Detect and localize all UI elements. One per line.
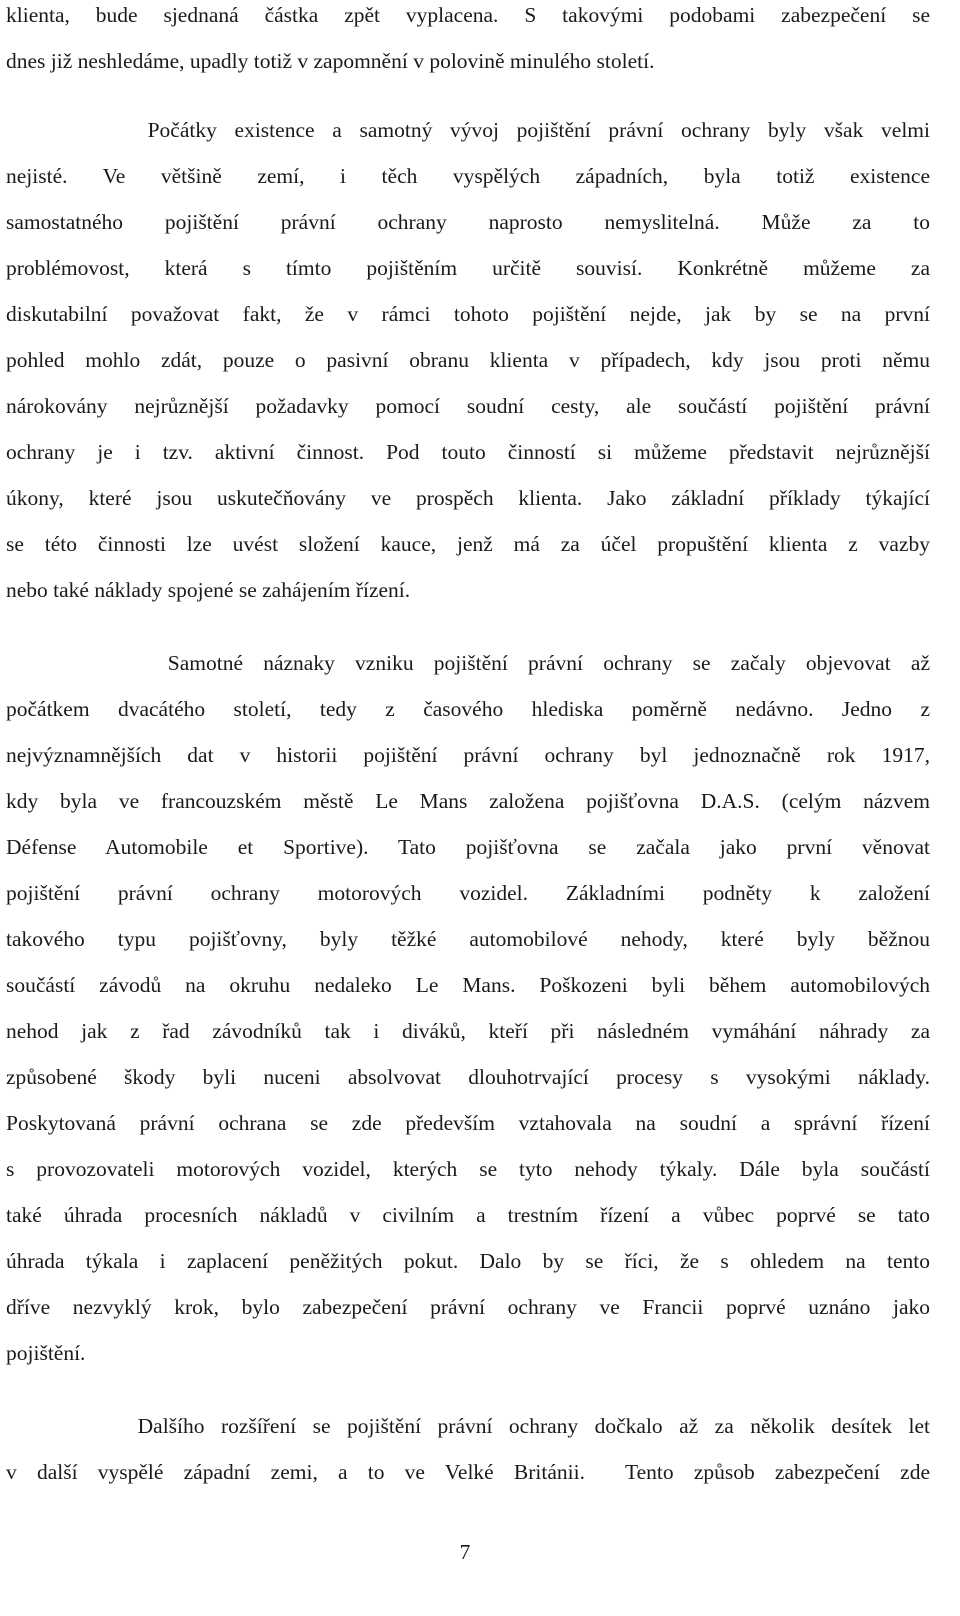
text-line: Poskytovaná právní ochrana se zde především vztahovala na soudní a správní řízení (6, 1111, 930, 1135)
text-line: diskutabilní považovat fakt, že v rámci tohoto pojištění nejde, jak by se na první (6, 302, 930, 326)
text-line: pojištění právní ochrany motorových vozidel. Základními podněty k založení (6, 881, 930, 905)
text-line: Samotné náznaky vzniku pojištění právní ochrany se začaly objevovat až (6, 651, 930, 675)
page-number: 7 (459, 1540, 471, 1564)
text-line: nebo také náklady spojené se zahájením řízení. (6, 578, 411, 602)
text-line: nejisté. Ve většině zemí, i těch vyspělých západních, byla totiž existence (6, 164, 930, 188)
text-line: v další vyspělé západní zemi, a to ve Velké Británii. Tento způsob zabezpečení zde (6, 1460, 930, 1484)
text-line: takového typu pojišťovny, byly těžké automobilové nehody, které byly běžnou (6, 927, 930, 951)
text-line: nárokovány nejrůznější požadavky pomocí soudní cesty, ale součástí pojištění právní (6, 394, 930, 418)
text-line: pohled mohlo zdát, pouze o pasivní obranu klienta v případech, kdy jsou proti němu (6, 348, 930, 372)
text-line: pojištění. (6, 1341, 86, 1365)
text-line: se této činnosti lze uvést složení kauce, jenž má za účel propuštění klienta z vazby (6, 532, 930, 556)
text-line: nehod jak z řad závodníků tak i diváků, kteří při následném vymáhání náhrady za (6, 1019, 930, 1043)
text-line: úhrada týkala i zaplacení peněžitých pokut. Dalo by se říci, že s ohledem na tento (6, 1249, 930, 1273)
text-line: nejvýznamnějších dat v historii pojištění právní ochrany byl jednoznačně rok 1917, (6, 743, 930, 767)
text-line: problémovost, která s tímto pojištěním určitě souvisí. Konkrétně můžeme za (6, 256, 930, 280)
text-line: součástí závodů na okruhu nedaleko Le Mans. Poškozeni byli během automobilových (6, 973, 930, 997)
text-line: samostatného pojištění právní ochrany naprosto nemyslitelná. Může za to (6, 210, 930, 234)
text-line: způsobené škody byli nuceni absolvovat dlouhotrvající procesy s vysokými náklady. (6, 1065, 930, 1089)
text-line: také úhrada procesních nákladů v civilním a trestním řízení a vůbec poprvé se tato (6, 1203, 930, 1227)
text-line: úkony, které jsou uskutečňovány ve prospěch klienta. Jako základní příklady týkající (6, 486, 930, 510)
text-line: ochrany je i tzv. aktivní činnost. Pod touto činností si můžeme představit nejrůznější (6, 440, 930, 464)
text-line: Počátky existence a samotný vývoj pojištění právní ochrany byly však velmi (6, 118, 930, 142)
text-line: Défense Automobile et Sportive). Tato pojišťovna se začala jako první věnovat (6, 835, 930, 859)
text-line: s provozovateli motorových vozidel, kterých se tyto nehody týkaly. Dále byla součástí (6, 1157, 930, 1181)
text-line: dříve nezvyklý krok, bylo zabezpečení právní ochrany ve Francii poprvé uznáno jako (6, 1295, 930, 1319)
text-line: počátkem dvacátého století, tedy z časového hlediska poměrně nedávno. Jedno z (6, 697, 930, 721)
text-line: klienta, bude sjednaná částka zpět vyplacena. S takovými podobami zabezpečení se (6, 3, 930, 27)
text-line: Dalšího rozšíření se pojištění právní ochrany dočkalo až za několik desítek let (6, 1414, 930, 1438)
text-line: kdy byla ve francouzském městě Le Mans založena pojišťovna D.A.S. (celým názvem (6, 789, 930, 813)
text-line: dnes již neshledáme, upadly totiž v zapomnění v polovině minulého století. (6, 49, 655, 73)
